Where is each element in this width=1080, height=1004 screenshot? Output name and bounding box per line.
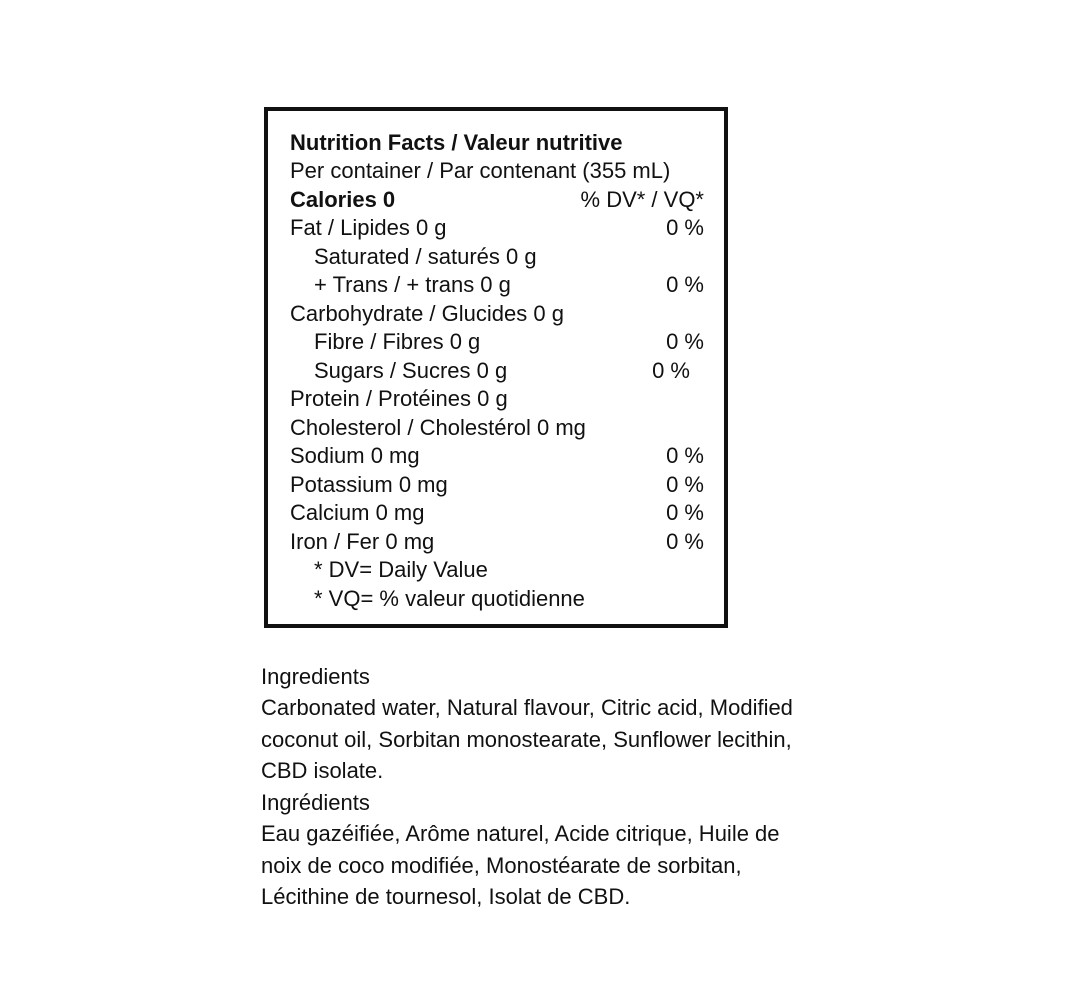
- calories: Calories 0: [290, 187, 396, 212]
- footnote-vq: [290, 585, 710, 613]
- nutrient-label: Saturated / saturés 0 g: [314, 244, 537, 269]
- nutrient-row-iron: [290, 528, 710, 556]
- nutrient-label: Fibre / Fibres 0 g: [314, 329, 481, 354]
- nutrient-label: Sodium 0 mg: [290, 443, 420, 468]
- nutrient-dv: 0 %: [666, 443, 704, 468]
- footnote-text: * VQ= % valeur quotidienne: [314, 586, 585, 611]
- nutrient-dv: 0 %: [666, 500, 704, 525]
- nutrient-label: Cholesterol / Cholestérol 0 mg: [290, 415, 586, 440]
- nutrient-row-fibre: [290, 328, 710, 356]
- nutrient-label: Potassium 0 mg: [290, 472, 448, 497]
- nutrient-dv: 0 %: [666, 215, 704, 240]
- nutrient-dv: 0 %: [666, 529, 704, 554]
- ingredients-line-en: CBD isolate.: [261, 758, 384, 783]
- footnote-text: * DV= Daily Value: [314, 557, 488, 582]
- ingredients-line-en: coconut oil, Sorbitan monostearate, Sunflower lecithin,: [261, 727, 792, 752]
- nutrient-dv: 0 %: [652, 358, 690, 383]
- nutrition-title-row: [290, 129, 710, 157]
- nutrient-label: Calcium 0 mg: [290, 500, 425, 525]
- nutrient-row-carbohydrate: [290, 300, 710, 328]
- nutrient-label: Carbohydrate / Glucides 0 g: [290, 301, 564, 326]
- serving-size: Per container / Par contenant (355 mL): [290, 158, 671, 183]
- ingredients-line-fr: Eau gazéifiée, Arôme naturel, Acide citrique, Huile de: [261, 821, 780, 846]
- nutrient-row-calcium: [290, 499, 710, 527]
- nutrient-label: Sugars / Sucres 0 g: [314, 358, 508, 383]
- ingredients-line-fr: Lécithine de tournesol, Isolat de CBD.: [261, 884, 631, 909]
- nutrient-row-fat: [290, 214, 710, 242]
- nutrient-dv: 0 %: [666, 272, 704, 297]
- nutrient-row-sodium: [290, 442, 710, 470]
- nutrition-title: Nutrition Facts / Valeur nutritive: [290, 130, 623, 155]
- nutrient-dv: 0 %: [666, 329, 704, 354]
- calories-row: [290, 186, 710, 214]
- ingredients-line-en: Carbonated water, Natural flavour, Citric acid, Modified: [261, 695, 793, 720]
- dv-header: % DV* / VQ*: [580, 187, 704, 212]
- serving-size-row: [290, 157, 710, 185]
- ingredients-heading-fr: Ingrédients: [261, 790, 370, 815]
- nutrient-label: Protein / Protéines 0 g: [290, 386, 508, 411]
- nutrient-label: Iron / Fer 0 mg: [290, 529, 435, 554]
- nutrient-row-trans: [290, 271, 710, 299]
- ingredients-heading-en: Ingredients: [261, 664, 370, 689]
- nutrient-row-potassium: [290, 471, 710, 499]
- nutrient-dv: 0 %: [666, 472, 704, 497]
- nutrient-label: + Trans / + trans 0 g: [314, 272, 511, 297]
- footnote-dv: [290, 556, 710, 584]
- nutrient-row-protein: [290, 385, 710, 413]
- nutrient-row-cholesterol: [290, 414, 710, 442]
- ingredients-line-fr: noix de coco modifiée, Monostéarate de sorbitan,: [261, 853, 742, 878]
- nutrient-row-saturated: [290, 243, 710, 271]
- nutrient-row-sugars: [290, 357, 710, 385]
- nutrient-label: Fat / Lipides 0 g: [290, 215, 447, 240]
